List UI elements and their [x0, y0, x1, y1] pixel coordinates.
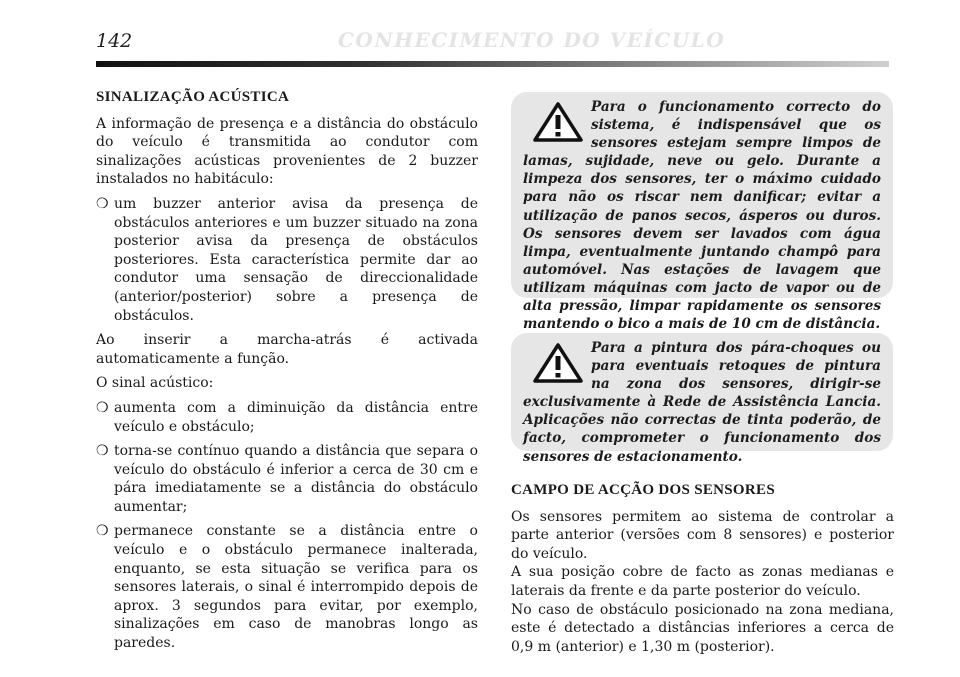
- bullet-circle-icon: ❍: [96, 399, 109, 416]
- paragraph-sensor-control: Os sensores permitem ao sistema de controlar a parte anterior (versões com 8 sensores) e posterior do veículo.: [511, 508, 894, 562]
- bullet-circle-icon: ❍: [96, 195, 109, 212]
- section-title-sensor-range: CAMPO DE ACÇÃO DOS SENSORES: [511, 482, 775, 498]
- intro-paragraph: A informação de presença e a distância do obstáculo do veículo é transmitida ao condutor com sinalizações acústicas provenientes de 2 buzzer instalados no habitáculo:: [96, 115, 478, 188]
- left-column: [96, 88, 478, 659]
- bullet-text: torna-se contínuo quando a distância que separa o veículo do obstáculo é inferior a cerca de 30 cm e pára imediatamente se a distância do obstáculo aumentar;: [114, 443, 478, 515]
- paragraph-reverse-gear: Ao inserir a marcha-atrás é activada automaticamente a função.: [96, 332, 478, 367]
- bullet-text: permanece constante se a distância entre o veículo e o obstáculo permanece inalterada, enquanto, se esta situação se verifica para os sensores laterais, o sinal é interrompido depois de aprox. 3 segundos para evitar, por exemplo, sinalizações em caso de manobras longo as paredes.: [114, 523, 478, 652]
- section-title-acoustic: SINALIZAÇÃO ACÚSTICA: [96, 89, 290, 105]
- bullet-item: [96, 195, 478, 325]
- bullet-item: [96, 442, 478, 516]
- paragraph-sensor-position: A sua posição cobre de facto as zonas medianas e laterais da frente e da parte posterior do veículo.: [511, 564, 894, 599]
- right-column: [511, 481, 894, 656]
- header-rule: [96, 61, 889, 67]
- warning-box-cleaning: [511, 92, 893, 333]
- paragraph-sensor-distance: No caso de obstáculo posicionado na zona mediana, este é detectado a distâncias inferiores a cerca de 0,9 m (anterior) e 1,30 m (posterior).: [511, 601, 894, 655]
- header-title: CONHECIMENTO DO VEÍCULO: [338, 28, 726, 52]
- warning-triangle-icon: [533, 343, 583, 383]
- bullet-text: aumenta com a diminuição da distância entre veículo e obstáculo;: [114, 399, 478, 435]
- bullet-circle-icon: ❍: [96, 523, 109, 540]
- paragraph-acoustic-signal: O sinal acústico:: [96, 375, 214, 392]
- warning-text: Para a pintura dos pára-choques ou para eventuais retoques de pintura na zona dos sensores, dirigir-se exclusivamente à Rede de Assistência Lancia. Aplicações não correctas de tinta poderão, de facto, comprometer o funcionamento dos sensores de estacionamento.: [523, 340, 881, 465]
- warning-box-painting: [511, 333, 893, 465]
- warning-triangle-icon: [533, 102, 583, 142]
- bullet-item: [96, 399, 478, 436]
- warning-text: Para o funcionamento correcto do sistema, é indispensável que os sensores estejam sempre limpos de lamas, sujidade, neve ou gelo. Durante a limpeza dos sensores, ter o máximo cuidado para não os riscar nem danificar; evitar a utilização de panos secos, ásperos ou duros. Os sensores devem ser lavados com água limpa, eventualmente juntando champô para automóvel. Nas estações de lavagem que utilizam máquinas com jacto de vapor ou de alta pressão, limpar rapidamente os sensores mantendo o bico a mais de 10 cm de distância.: [523, 99, 881, 333]
- bullet-item: [96, 522, 478, 652]
- bullet-text: um buzzer anterior avisa da presença de obstáculos anteriores e um buzzer situado na zona posterior avisa da presença de obstáculos posteriores. Esta característica permite dar ao condutor uma sensação de direccionalidade (anterior/posterior) sobre a presença de obstáculos.: [114, 195, 478, 324]
- page-number: 142: [96, 30, 133, 52]
- bullet-circle-icon: ❍: [96, 443, 109, 460]
